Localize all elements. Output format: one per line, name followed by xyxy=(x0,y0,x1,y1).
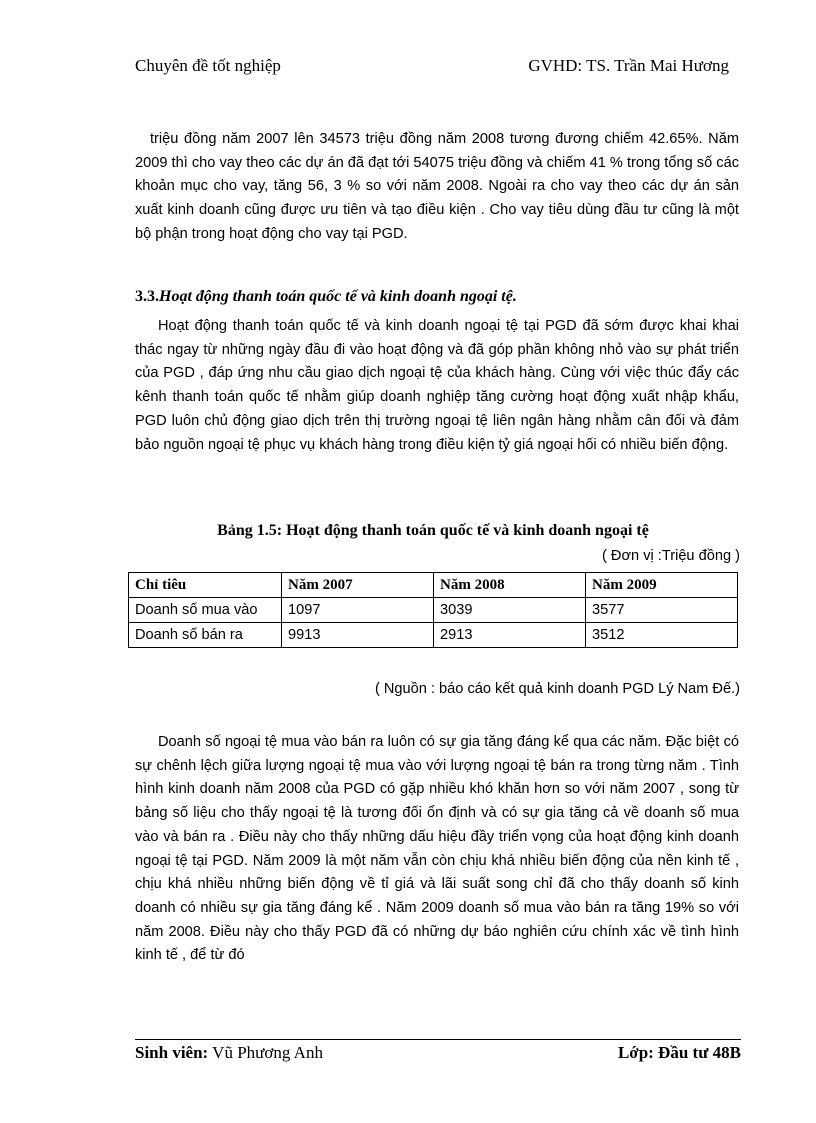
table-unit-note: ( Đơn vị :Triệu đồng ) xyxy=(602,548,740,564)
page-header xyxy=(135,56,735,80)
table-row xyxy=(129,598,738,623)
footer-student-label: Sinh viên: xyxy=(135,1043,209,1062)
header-supervisor: GVHD: TS. Trần Mai Hương xyxy=(528,56,729,75)
cell-sales-2009: 3512 xyxy=(586,623,738,648)
section-title-text: Hoạt động thanh toán quốc tế và kinh doanh ngoại tệ. xyxy=(159,288,517,305)
cell-sales-2008: 2913 xyxy=(434,623,586,648)
table-source-note: ( Nguồn : báo cáo kết quả kinh doanh PGD Lý Nam Đế.) xyxy=(374,681,740,697)
footer-class: Lớp: Đầu tư 48B xyxy=(617,1043,741,1062)
header-cell-indicator: Chỉ tiêu xyxy=(129,573,282,598)
section-heading xyxy=(135,288,517,306)
header-cell-2007: Năm 2007 xyxy=(282,573,434,598)
paragraph-lending-projects: triệu đồng năm 2007 lên 34573 triệu đồng năm 2008 tương đương chiếm 42.65%. Năm 2009 thì cho vay theo các dự án đã đạt tới 54075 triệu đồng và chiếm 41 % trong tổng số các khoản mục cho vay, tăng 56, 3 % so với năm 2008. Ngoài ra cho vay theo các dự án sản xuất kinh doanh cũng được ưu tiên và tạo điều kiện . Cho vay tiêu dùng đầu tư cũng là một bộ phận trong hoạt động cho vay tại PGD. xyxy=(135,131,739,242)
footer-student-name: Vũ Phương Anh xyxy=(208,1043,323,1062)
header-cell-2008: Năm 2008 xyxy=(434,573,586,598)
table-header-row xyxy=(129,573,738,598)
cell-purchases-2007: 1097 xyxy=(282,598,434,623)
section-number: 3.3. xyxy=(135,288,159,305)
fx-activity-table xyxy=(128,572,738,648)
cell-sales-2007: 9913 xyxy=(282,623,434,648)
header-cell-2009: Năm 2009 xyxy=(586,573,738,598)
table-row xyxy=(129,623,738,648)
paragraph-international-payments: Hoạt động thanh toán quốc tế và kinh doanh ngoại tệ tại PGD đã sớm được khai khai thác ngay từ những ngày đầu đi vào hoạt động và đã góp phần không nhỏ vào sự phát triển của PGD , đáp ứng nhu cầu giao dịch ngoại tệ của khách hàng. Cùng với việc thúc đẩy các kênh thanh toán quốc tế nhằm giúp doanh nghiệp tăng cường hoạt động xuất nhập khẩu, PGD luôn chủ động giao dịch trên thị trường ngoại tệ liên ngân hàng nhằm cân đối và đảm bảo nguồn ngoại tệ phục vụ khách hàng trong điều kiện tỷ giá ngoại hối có nhiều biến động. xyxy=(135,318,739,453)
cell-purchases-2008: 3039 xyxy=(434,598,586,623)
footer-student xyxy=(135,1043,323,1063)
row-label-purchases: Doanh số mua vào xyxy=(129,598,282,623)
table-caption: Bảng 1.5: Hoạt động thanh toán quốc tế và kinh doanh ngoại tệ xyxy=(217,522,649,539)
paragraph-fx-analysis: Doanh số ngoại tệ mua vào bán ra luôn có sự gia tăng đáng kể qua các năm. Đặc biệt có sự chênh lệch giữa lượng ngoại tệ mua vào với lượng ngoại tệ bán ra trong từng năm . Tình hình kinh doanh năm 2008 của PGD có gặp nhiều khó khăn hơn so với năm 2007 , song từ bảng số liệu cho thấy ngoại tệ là tương đối ổn định và có sự gia tăng cả về doanh số mua vào và bán ra . Điều này cho thấy những dấu hiệu đầy triển vọng của hoạt động kinh doanh ngoại tệ tại PGD. Năm 2009 là một năm vẫn còn chịu khá nhiều biến động của nền kinh tế , chịu khá nhiều những biến động về tỉ giá và lãi suất song chỉ đã cho thấy doanh số kinh doanh có nhiều sự gia tăng đáng kể . Năm 2009 doanh số mua vào bán ra tăng 19% so với năm 2008. Điều này cho thấy PGD đã có những dự báo nghiên cứu chính xác về tình hình kinh tế , để từ đó xyxy=(135,734,739,964)
header-document-type: Chuyên đề tốt nghiệp xyxy=(135,56,281,75)
footer-divider xyxy=(135,1039,741,1040)
cell-purchases-2009: 3577 xyxy=(586,598,738,623)
page-footer xyxy=(135,1043,741,1067)
row-label-sales: Doanh số bán ra xyxy=(129,623,282,648)
